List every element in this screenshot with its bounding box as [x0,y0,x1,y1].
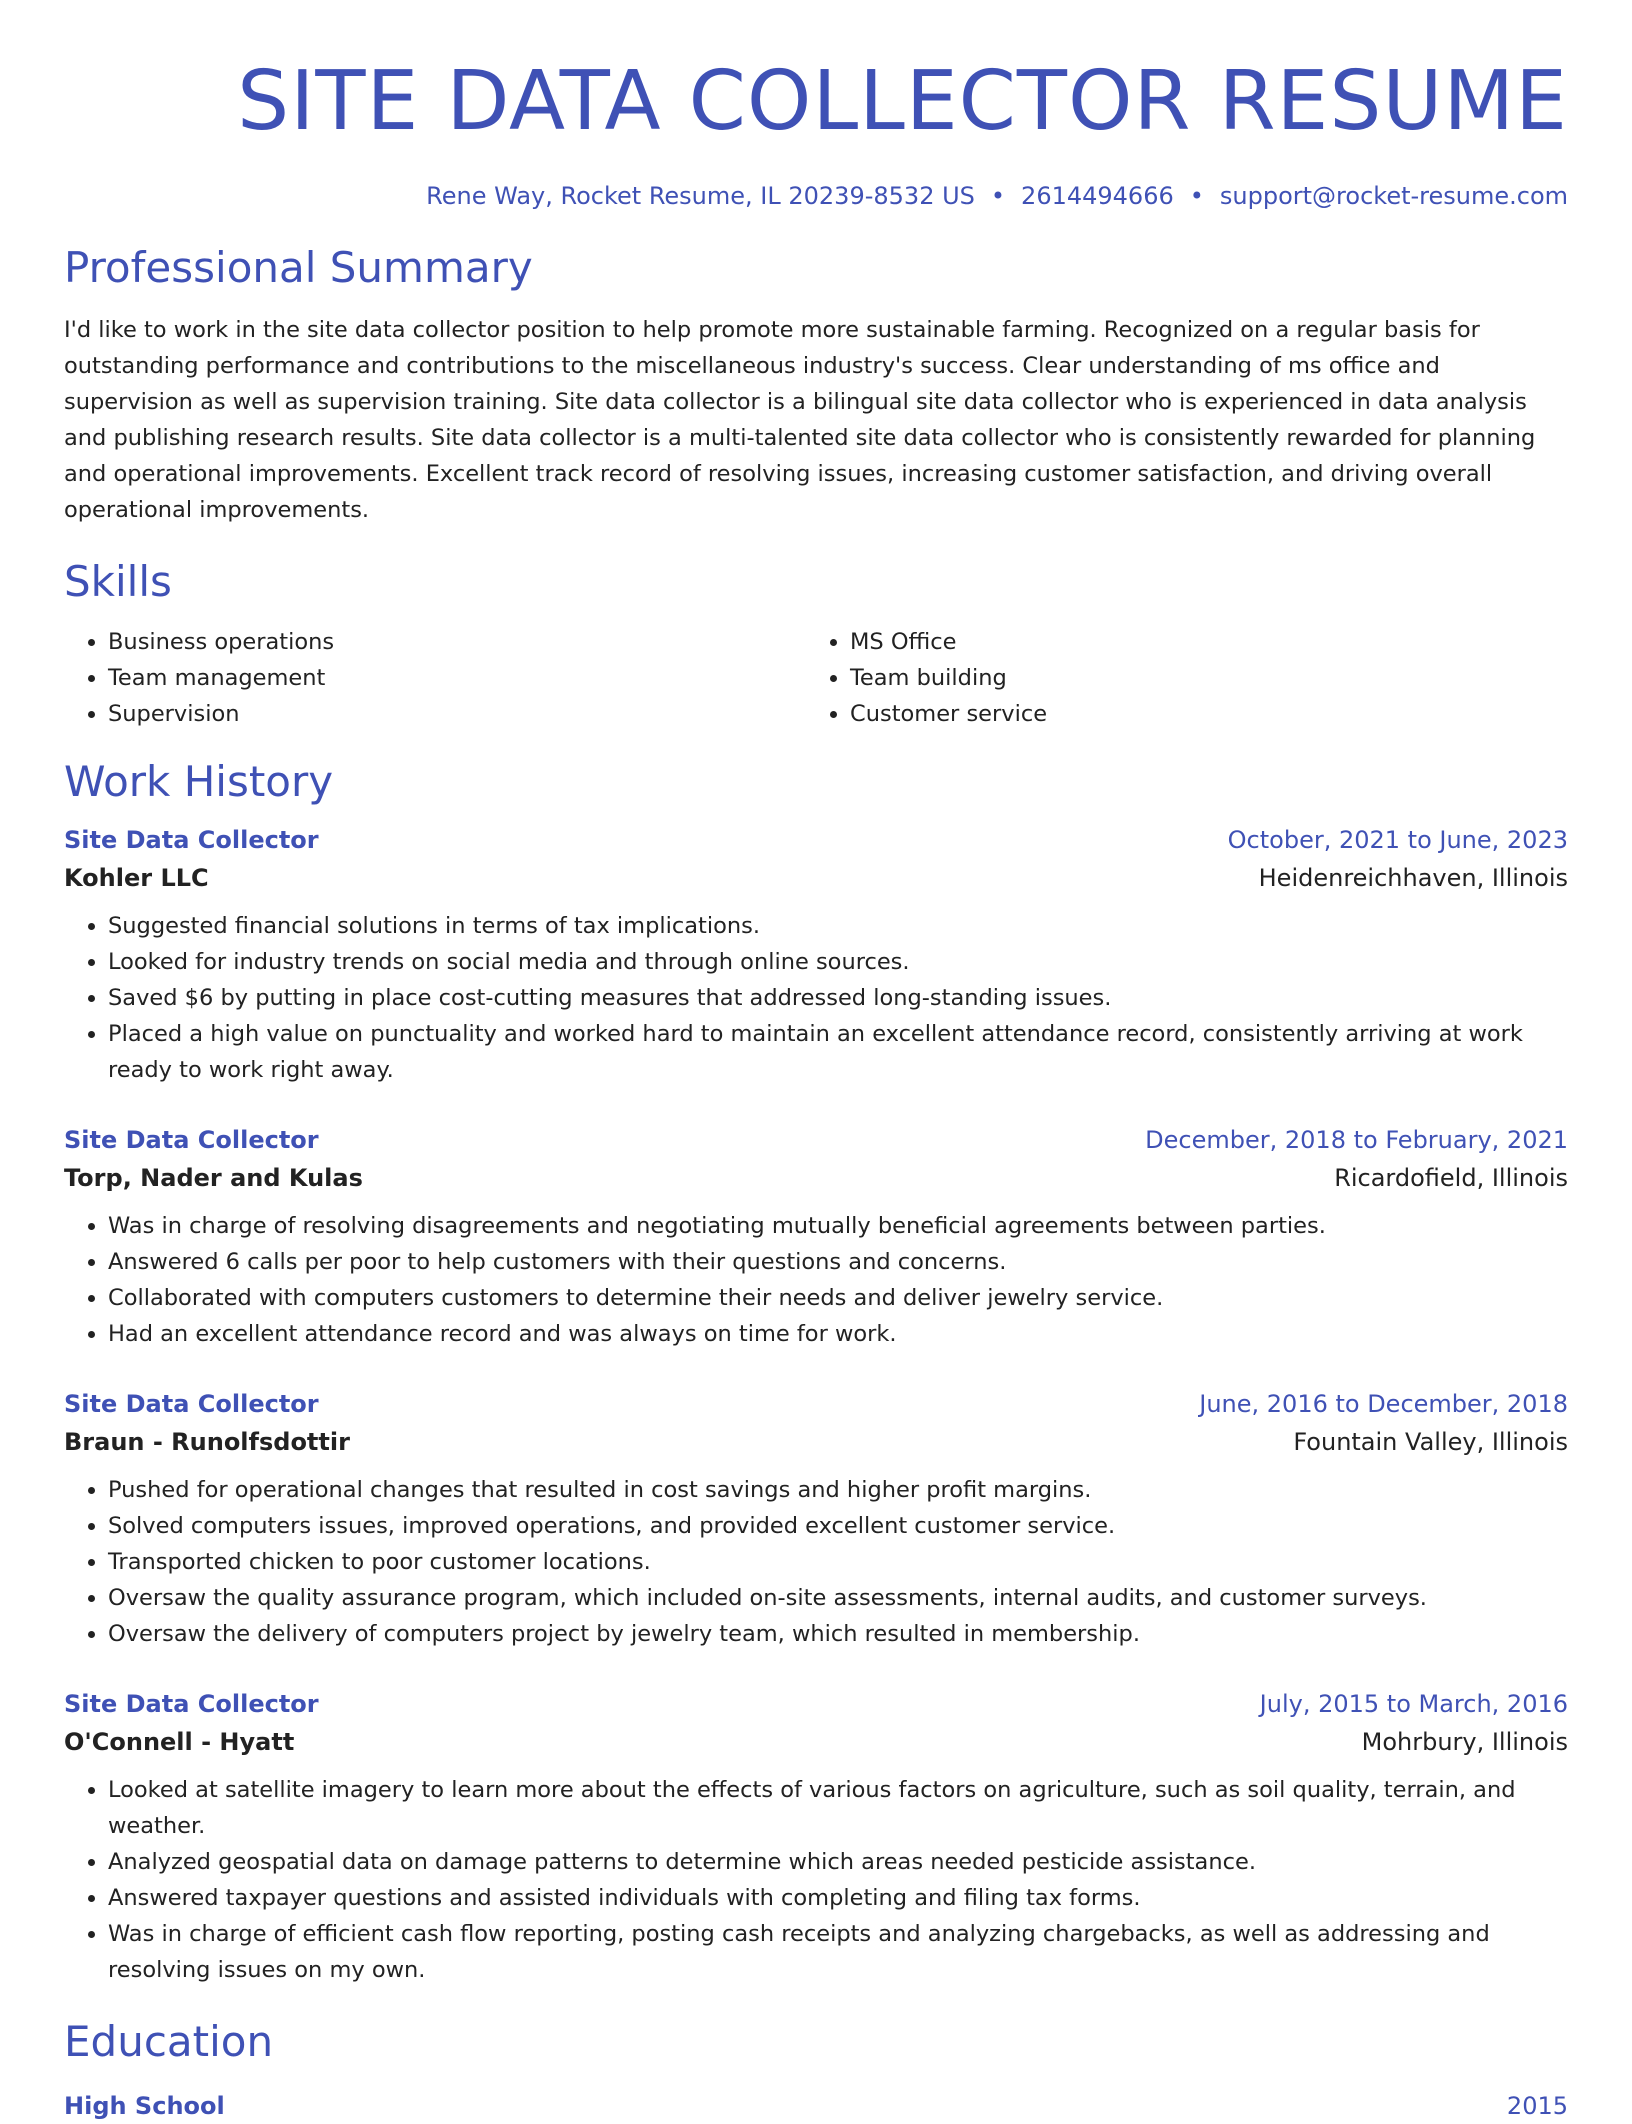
job-entry [64,822,1568,1088]
job-bullets [64,908,1568,1088]
job-bullet: • Solved computers issues, improved operations, and provided excellent customer service. [108,1508,1568,1544]
job-bullets [64,1208,1568,1352]
job-bullet: • Looked at satellite imagery to learn more about the effects of various factors on agriculture, such as soil quality, terrain, and weather. [108,1772,1568,1844]
job-bullet: • Was in charge of efficient cash flow reporting, posting cash receipts and analyzing chargebacks, as well as addressing and resolving issues on my own. [108,1916,1568,1988]
contact-separator: • [1189,182,1204,210]
summary-text: I'd like to work in the site data collector position to help promote more sustainable farming. Recognized on a regular basis for outstanding performance and contributions to the miscellaneous industry's success. Clear understanding of ms office and supervision as well as supervision training. Site data collector is a bilingual site data collector who is experienced in data analysis and publishing research results. Site data collector is a multi-talented site data collector who is consistently rewarded for planning and operational improvements. Excellent track record of resolving issues, increasing customer satisfaction, and driving overall operational improvements. [64,317,1536,523]
job-entry [64,1386,1568,1652]
skills-column-left [64,624,806,732]
contact-separator: • [990,182,1006,210]
job-bullet: • Looked for industry trends on social media and through online sources. [108,944,1568,980]
job-bullet: • Oversaw the delivery of computers project by jewelry team, which resulted in membership. [108,1616,1568,1652]
skill-item: • Team building [850,660,1548,696]
skill-item: • Team management [108,660,806,696]
contact-line [64,180,1568,212]
skill-item: • Supervision [108,696,806,732]
education-year: 2015 [1506,2092,1568,2120]
job-entry [64,1122,1568,1352]
job-bullet: • Answered taxpayer questions and assisted individuals with completing and filing tax forms. [108,1880,1568,1916]
skill-item: • MS Office [850,624,1548,660]
job-bullets [64,1472,1568,1652]
job-company: Kohler LLC [64,864,209,892]
work-history-heading: Work History [64,757,334,806]
job-bullet: • Collaborated with computers customers to determine their needs and deliver jewelry service. [108,1280,1568,1316]
education-degree: High School [64,2092,225,2120]
work-history-section [64,756,1568,1988]
job-bullet: • Answered 6 calls per poor to help customers with their questions and concerns. [108,1244,1568,1280]
job-bullet: • Pushed for operational changes that resulted in cost savings and higher profit margins. [108,1472,1568,1508]
job-company: Torp, Nader and Kulas [64,1164,363,1192]
summary-heading: Professional Summary [64,243,533,292]
job-location: Heidenreichhaven, Illinois [1258,864,1568,892]
skills-section [64,556,1568,732]
summary-section [64,242,1568,528]
job-entry [64,1686,1568,1988]
job-bullet: • Placed a high value on punctuality and worked hard to maintain an excellent attendance record, consistently arriving at work ready to work right away. [108,1016,1568,1088]
job-location: Ricardofield, Illinois [1334,1164,1568,1192]
job-dates: June, 2016 to December, 2018 [1199,1390,1568,1418]
job-location: Fountain Valley, Illinois [1293,1428,1568,1456]
contact-email: support@rocket-resume.com [1219,182,1568,210]
education-section [64,2016,1568,2124]
education-entry [64,2088,1568,2124]
job-dates: December, 2018 to February, 2021 [1145,1126,1568,1154]
job-location: Mohrbury, Illinois [1361,1728,1568,1756]
skill-item: • Business operations [108,624,806,660]
job-dates: July, 2015 to March, 2016 [1259,1690,1568,1718]
job-bullet: • Transported chicken to poor customer locations. [108,1544,1568,1580]
job-title: Site Data Collector [64,1126,319,1154]
job-bullet: • Analyzed geospatial data on damage patterns to determine which areas needed pesticide assistance. [108,1844,1568,1880]
job-bullet: • Oversaw the quality assurance program, which included on-site assessments, internal audits, and customer surveys. [108,1580,1568,1616]
job-title: Site Data Collector [64,1390,319,1418]
job-bullet: • Suggested financial solutions in terms of tax implications. [108,908,1568,944]
job-company: O'Connell - Hyatt [64,1728,295,1756]
skills-list [64,624,1568,732]
job-title: Site Data Collector [64,826,319,854]
resume-title: SITE DATA COLLECTOR RESUME [237,54,1568,149]
job-title: Site Data Collector [64,1690,319,1718]
skill-item: • Customer service [850,696,1548,732]
job-bullets [64,1772,1568,1988]
job-dates: October, 2021 to June, 2023 [1227,826,1568,854]
job-bullet: • Was in charge of resolving disagreements and negotiating mutually beneficial agreements between parties. [108,1208,1568,1244]
job-bullet: • Had an excellent attendance record and was always on time for work. [108,1316,1568,1352]
skills-heading: Skills [64,557,172,606]
job-company: Braun - Runolfsdottir [64,1428,350,1456]
contact-address: Rene Way, Rocket Resume, IL 20239-8532 US [426,182,975,210]
education-heading: Education [64,2017,274,2066]
contact-phone: 2614494666 [1021,182,1174,210]
skills-column-right [806,624,1548,732]
job-bullet: • Saved $6 by putting in place cost-cutting measures that addressed long-standing issues. [108,980,1568,1016]
